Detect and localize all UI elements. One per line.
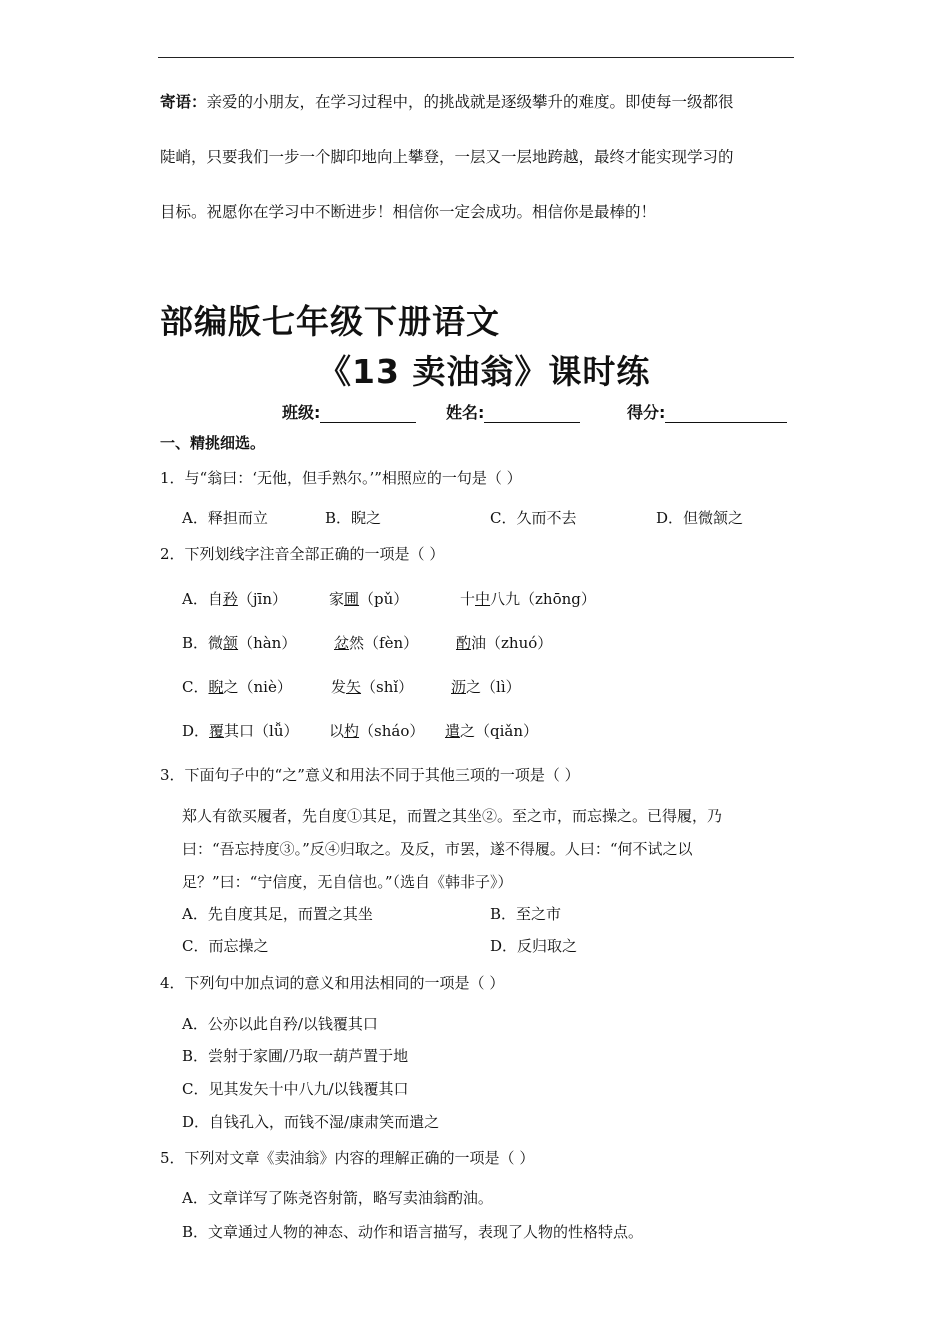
intro-text-1: 亲爱的小朋友，在学习过程中，的挑战就是逐级攀升的难度。即使每一级都很 (206, 93, 734, 111)
q2-stem: 2．下列划线字注音全部正确的一项是（ ） (160, 545, 445, 563)
q2-option-b-3 (456, 632, 552, 653)
q4-option-c: C．见其发矢十中八九/以钱覆其口 (182, 1080, 409, 1098)
q2-option-a-2 (329, 588, 408, 609)
score-blank[interactable] (665, 405, 787, 423)
q1-option-d: D．但微颔之 (656, 509, 744, 527)
q2a-pinyin-2: （pǔ） (359, 590, 409, 608)
q2-option-c-3 (451, 676, 521, 697)
q3-option-a: A．先自度其足，而置之其坐 (182, 905, 373, 923)
name-label: 姓名: (446, 403, 485, 422)
q2d-underlined: 覆 (209, 722, 225, 740)
q2-option-d-3 (445, 720, 538, 741)
q4-option-b: B．尝射于家圃/乃取一葫芦置于地 (182, 1047, 409, 1065)
q2c-label: C． (182, 678, 209, 696)
q2-option-b (182, 632, 296, 653)
class-label: 班级: (282, 403, 321, 422)
q1-option-b: B．睨之 (325, 509, 382, 527)
q2a-label: A． (182, 590, 208, 608)
q2b-underlined-3: 酌 (456, 634, 472, 652)
q1-option-a: A．释担而立 (182, 509, 268, 527)
q3-option-b: B．至之市 (490, 905, 562, 923)
q5-stem: 5．下列对文章《卖油翁》内容的理解正确的一项是（ ） (160, 1149, 535, 1167)
score-label: 得分: (627, 403, 666, 422)
q2-option-a-3 (460, 588, 596, 609)
q4-option-d: D．自钱孔入，而钱不湿/康肃笑而遣之 (182, 1113, 440, 1131)
q5-option-b: B．文章通过人物的神态、动作和语言描写，表现了人物的性格特点。 (182, 1223, 644, 1241)
q2d-pinyin-2: （sháo） (359, 722, 425, 740)
q3-stem: 3．下面句子中的“之”意义和用法不同于其他三项的一项是（ ） (160, 766, 580, 784)
intro-label: 寄语： (160, 92, 207, 111)
name-field[interactable] (446, 400, 580, 423)
score-field[interactable] (627, 400, 787, 423)
q2d-pinyin-3: 之（qiǎn） (460, 722, 539, 740)
class-blank[interactable] (320, 405, 416, 423)
q2a-pinyin: （jīn） (237, 590, 287, 608)
section-1-heading: 一、精挑细选。 (160, 434, 266, 452)
q2d-underlined-2: 杓 (344, 722, 360, 740)
q2b-label: B． (182, 634, 209, 652)
q2c-pinyin-3: 之（lì） (466, 678, 521, 696)
doc-title: 部编版七年级下册语文 (160, 302, 500, 341)
q3-option-d: D．反归取之 (490, 937, 578, 955)
q2b-underlined-2: 忿 (334, 634, 350, 652)
q1-stem: 1．与“翁曰：‘无他，但手熟尔。’”相照应的一句是（ ） (160, 469, 522, 487)
q2a-underlined: 矜 (222, 590, 238, 608)
q2c-underlined: 睨 (208, 678, 224, 696)
intro-line-1 (160, 90, 734, 112)
q2a-text-2: 家 (329, 590, 345, 608)
q2b-text: 微 (208, 634, 224, 652)
q2a-text-3: 十 (460, 590, 476, 608)
q2-option-a (182, 588, 287, 609)
q2a-underlined-3: 中 (475, 590, 491, 608)
q2c-pinyin: 之（niè） (223, 678, 292, 696)
name-blank[interactable] (484, 405, 580, 423)
q4-stem: 4．下列句中加点词的意义和用法相同的一项是（ ） (160, 974, 505, 992)
q2d-pinyin: 其口（lǚ） (224, 722, 299, 740)
q3-passage-1: 郑人有欲买履者，先自度①其足，而置之其坐②。至之市，而忘操之。已得履，乃 (182, 807, 723, 825)
q2b-pinyin: （hàn） (238, 634, 297, 652)
q3-passage-2: 曰：“吾忘持度③。”反④归取之。及反，市罢，遂不得履。人曰：“何不试之以 (182, 840, 693, 858)
q2d-text-2: 以 (329, 722, 345, 740)
q2-option-c (182, 676, 292, 697)
q2a-pinyin-3: 八九（zhōng） (490, 590, 596, 608)
q2c-text-2: 发 (331, 678, 347, 696)
intro-line-3: 目标。祝愿你在学习中不断进步！相信你一定会成功。相信你是最棒的！ (160, 203, 657, 221)
intro-line-2: 陡峭，只要我们一步一个脚印地向上攀登，一层又一层地跨越，最终才能实现学习的 (160, 148, 734, 166)
q2a-text: 自 (207, 590, 223, 608)
q3-passage-3: 足？”曰：“宁信度，无自信也。”（选自《韩非子》） (182, 873, 513, 891)
q2-option-c-2 (331, 676, 413, 697)
q4-option-a: A．公亦以此自矜/以钱覆其口 (182, 1015, 378, 1033)
q2b-underlined: 颔 (223, 634, 239, 652)
q2-option-d (182, 720, 299, 741)
q2a-underlined-2: 圃 (344, 590, 360, 608)
q2d-label: D． (182, 722, 210, 740)
q2c-underlined-2: 矢 (346, 678, 362, 696)
q2-option-b-2 (334, 632, 418, 653)
q5-option-a: A．文章详写了陈尧咨射箭，略写卖油翁酌油。 (182, 1189, 493, 1207)
header-rule (158, 57, 794, 58)
q2b-pinyin-3: 油（zhuó） (471, 634, 553, 652)
q2b-pinyin-2: 然（fèn） (349, 634, 419, 652)
doc-subtitle: 《13 卖油翁》课时练 (318, 352, 651, 391)
q1-option-c: C．久而不去 (490, 509, 577, 527)
q2c-pinyin-2: （shǐ） (361, 678, 414, 696)
q2-option-d-2 (329, 720, 424, 741)
q2d-underlined-3: 遣 (445, 722, 461, 740)
q2c-underlined-3: 沥 (451, 678, 467, 696)
class-field[interactable] (282, 400, 416, 423)
q3-option-c: C．而忘操之 (182, 937, 269, 955)
